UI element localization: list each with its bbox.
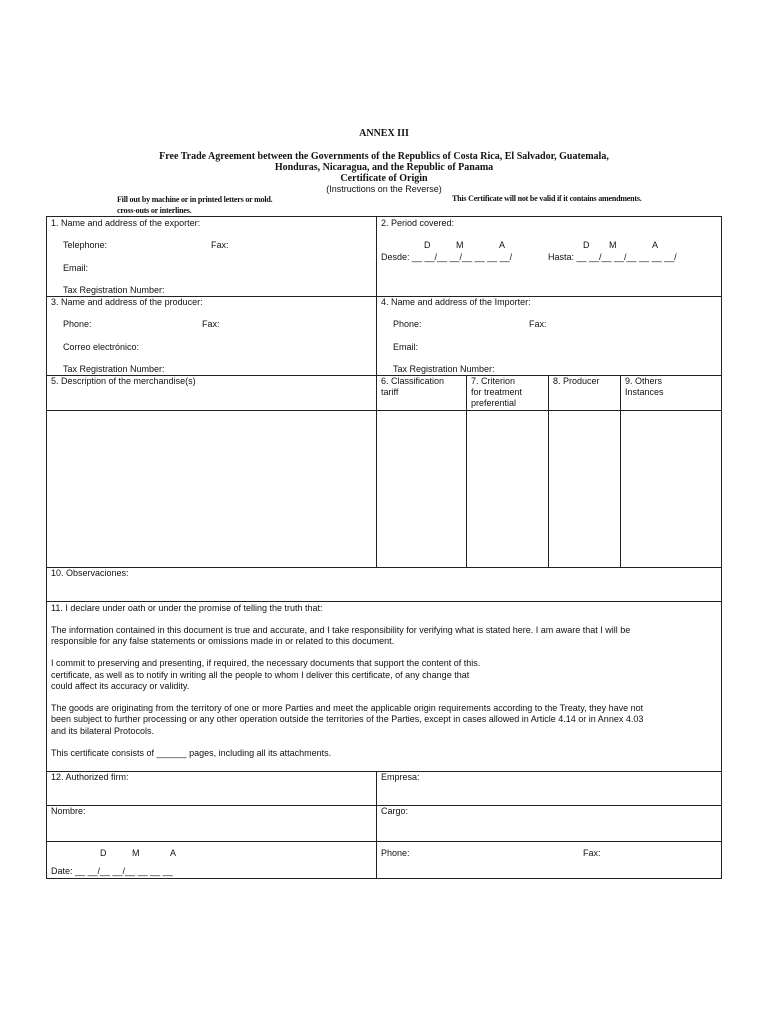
declaration-title: 11. I declare under oath or under the promise of telling the truth that:	[51, 603, 323, 613]
importer-phone-label[interactable]: Phone:	[393, 319, 422, 329]
importer-email-label[interactable]: Email:	[393, 342, 419, 352]
producer-phone-label[interactable]: Phone:	[63, 319, 92, 329]
exporter-title: 1. Name and address of the exporter:	[51, 218, 201, 228]
period-to-day-header: D	[583, 240, 590, 250]
authorized-signature-label[interactable]: 12. Authorized firm:	[51, 772, 129, 782]
fill-instruction-line1: Fill out by machine or in printed letters or mold.	[117, 195, 273, 204]
declaration-paragraph-2-line2: certificate, as well as to notify in writing all the people to whom I deliver this certificate, of any change that	[51, 670, 470, 680]
classification-cell[interactable]	[377, 411, 466, 567]
producer-cell[interactable]	[549, 411, 620, 567]
producer-fax-label[interactable]: Fax:	[202, 319, 220, 329]
others-cell[interactable]	[621, 411, 721, 567]
criterion-header-line3: preferential	[471, 398, 517, 408]
observations-title[interactable]: 10. Observaciones:	[51, 568, 129, 578]
period-to-year-header: A	[652, 240, 659, 250]
name-label[interactable]: Nombre:	[51, 806, 86, 816]
declaration-paragraph-3: The goods are originating from the territory of one or more Parties and meet the applicable origin requirements according to the Treaty, they have not been subject to further processing or any other operation outside the territories of the Parties, except in cases allowed in Article 4.14 or in Annex 4.03 and its bilateral Protocols.	[51, 703, 644, 736]
signer-fax-label[interactable]: Fax:	[583, 848, 601, 858]
position-label[interactable]: Cargo:	[381, 806, 409, 816]
importer-fax-label[interactable]: Fax:	[529, 319, 547, 329]
producer-email-label[interactable]: Correo electrónico:	[63, 342, 140, 352]
period-from-field[interactable]: Desde: __ __/__ __/__ __ __ __/	[381, 252, 513, 262]
signer-phone-label[interactable]: Phone:	[381, 848, 410, 858]
certificate-title: Certificate of Origin	[340, 173, 428, 184]
instructions-note: (Instructions on the Reverse)	[326, 184, 442, 194]
period-to-month-header: M	[609, 240, 617, 250]
annex-title: ANNEX III	[359, 128, 409, 139]
declaration-paragraph-2-line1: I commit to preserving and presenting, if required, the necessary documents that support the content of this.	[51, 658, 481, 668]
description-column-header: 5. Description of the merchandise(s)	[51, 376, 196, 386]
declaration-paragraph-1: The information contained in this document is true and accurate, and I take responsibility for verifying what is stated here. I am aware that I will be responsible for any false statements or omissions made in or related to this document.	[51, 625, 631, 647]
criterion-cell[interactable]	[467, 411, 548, 567]
exporter-email-label[interactable]: Email:	[63, 263, 89, 273]
exporter-fax-label[interactable]: Fax:	[211, 240, 229, 250]
validity-note: This Certificate will not be valid if it contains amendments.	[452, 194, 642, 203]
declaration-paragraph-2-line3: could affect its accuracy or validity.	[51, 681, 190, 691]
date-field[interactable]: Date: __ __/__ __/__ __ __ __	[51, 866, 173, 876]
description-cell[interactable]	[47, 411, 376, 567]
exporter-tax-label[interactable]: Tax Registration Number:	[63, 285, 165, 295]
classification-header-line1: 6. Classification	[381, 376, 445, 386]
period-from-year-header: A	[499, 240, 506, 250]
period-title: 2. Period covered:	[381, 218, 455, 228]
criterion-header-line2: for treatment	[471, 387, 523, 397]
date-day-header: D	[100, 848, 107, 858]
agreement-title-line2: Honduras, Nicaragua, and the Republic of Panama	[274, 162, 494, 173]
fill-instruction-line2: cross-outs or interlines.	[117, 206, 192, 215]
period-from-day-header: D	[424, 240, 431, 250]
classification-header-line2: tariff	[381, 387, 399, 397]
date-month-header: M	[132, 848, 140, 858]
producer-title: 3. Name and address of the producer:	[51, 297, 203, 307]
producer-tax-label[interactable]: Tax Registration Number:	[63, 364, 165, 374]
others-header-line1: 9. Others	[625, 376, 663, 386]
importer-title: 4. Name and address of the Importer:	[381, 297, 531, 307]
producer-column-header: 8. Producer	[553, 376, 600, 386]
others-header-line2: Instances	[625, 387, 664, 397]
period-to-field[interactable]: Hasta: __ __/__ __/__ __ __ __/	[548, 252, 677, 262]
agreement-title-line1: Free Trade Agreement between the Governments of the Republics of Costa Rica, El Salvador, Guatemala,	[159, 151, 609, 162]
pages-count-statement[interactable]: This certificate consists of ______ pages, including all its attachments.	[51, 748, 332, 758]
period-from-month-header: M	[456, 240, 464, 250]
date-year-header: A	[170, 848, 177, 858]
exporter-telephone-label[interactable]: Telephone:	[63, 240, 108, 250]
importer-tax-label[interactable]: Tax Registration Number:	[393, 364, 495, 374]
company-label[interactable]: Empresa:	[381, 772, 420, 782]
criterion-header-line1: 7. Criterion	[471, 376, 516, 386]
